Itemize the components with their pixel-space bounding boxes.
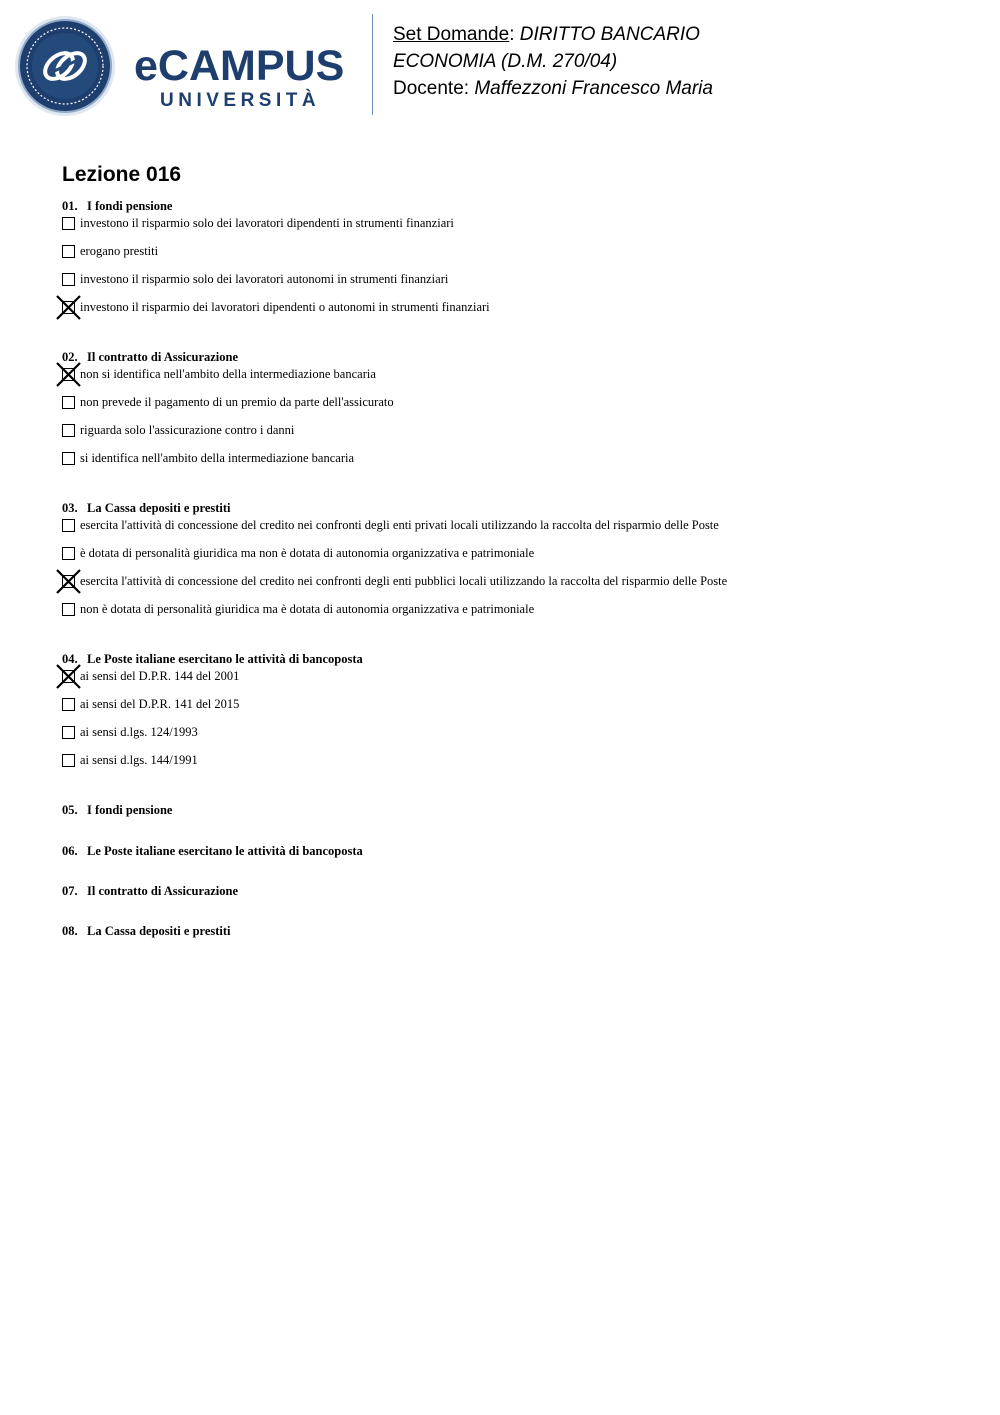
- checkbox[interactable]: [62, 245, 75, 258]
- checkbox[interactable]: [62, 726, 75, 739]
- question-04: [62, 651, 962, 779]
- question-07: [62, 883, 962, 899]
- check-x-icon: [56, 362, 81, 387]
- question-title: [62, 802, 962, 818]
- answer-text: non è dotata di personalità giuridica ma è dotata di autonomia organizzativa e patrimoniale: [80, 602, 535, 616]
- question-title: [62, 349, 962, 365]
- answer-text: erogano prestiti: [80, 244, 159, 258]
- course-line-2: ECONOMIA (D.M. 270/04): [393, 51, 618, 72]
- answer-option[interactable]: [62, 214, 962, 242]
- answer-option[interactable]: [62, 270, 962, 298]
- answer-text: investono il risparmio dei lavoratori dipendenti o autonomi in strumenti finanziari: [80, 300, 490, 314]
- ecampus-seal-logo: [14, 15, 116, 117]
- answer-option[interactable]: [62, 600, 962, 628]
- question-number: 03.: [62, 501, 78, 515]
- answer-text: ai sensi del D.P.R. 144 del 2001: [80, 669, 240, 683]
- checkbox[interactable]: [62, 519, 75, 532]
- answer-option[interactable]: [62, 695, 962, 723]
- checkbox[interactable]: [62, 424, 75, 437]
- question-02: [62, 349, 962, 477]
- answer-option[interactable]: [62, 723, 962, 751]
- question-text: Le Poste italiane esercitano le attività di bancoposta: [87, 652, 363, 666]
- question-title: [62, 883, 962, 899]
- ecampus-wordmark-logo: [134, 40, 356, 112]
- question-05: [62, 802, 962, 818]
- question-08: [62, 923, 962, 939]
- course-line-1: [393, 21, 713, 48]
- lesson-title: Lezione 016: [62, 163, 182, 186]
- question-title: [62, 500, 962, 516]
- question-03: [62, 500, 962, 628]
- question-number: 04.: [62, 652, 78, 666]
- teacher-name: Maffezzoni Francesco Maria: [474, 78, 713, 99]
- set-colon: :: [509, 24, 515, 45]
- check-x-icon: [56, 295, 81, 320]
- checkbox[interactable]: [62, 273, 75, 286]
- question-number: 07.: [62, 884, 78, 898]
- checkbox[interactable]: [62, 754, 75, 767]
- question-number: 01.: [62, 199, 78, 213]
- answer-option[interactable]: [62, 365, 962, 393]
- logo-text: eCAMPUS: [134, 42, 345, 90]
- question-title: [62, 198, 962, 214]
- checkbox[interactable]: [62, 396, 75, 409]
- answer-option[interactable]: [62, 421, 962, 449]
- header-info: [393, 21, 713, 102]
- check-x-icon: [56, 664, 81, 689]
- question-title: [62, 843, 962, 859]
- answer-text: non si identifica nell'ambito della intermediazione bancaria: [80, 367, 376, 381]
- question-text: La Cassa depositi e prestiti: [87, 501, 231, 515]
- answer-text: riguarda solo l'assicurazione contro i danni: [80, 423, 295, 437]
- checkbox[interactable]: [62, 603, 75, 616]
- check-x-icon: [56, 569, 81, 594]
- checkbox[interactable]: [62, 452, 75, 465]
- answer-option[interactable]: [62, 667, 962, 695]
- question-number: 06.: [62, 844, 78, 858]
- answer-text: esercita l'attività di concessione del credito nei confronti degli enti privati locali utilizzando la raccolta del risparmio delle Poste: [80, 518, 719, 532]
- question-number: 08.: [62, 924, 78, 938]
- question-text: Il contratto di Assicurazione: [87, 884, 239, 898]
- answer-option[interactable]: [62, 572, 962, 600]
- answer-text: è dotata di personalità giuridica ma non è dotata di autonomia organizzativa e patrimoniale: [80, 546, 535, 560]
- answer-text: si identifica nell'ambito della intermediazione bancaria: [80, 451, 355, 465]
- answer-text: ai sensi d.lgs. 124/1993: [80, 725, 198, 739]
- answer-text: ai sensi del D.P.R. 141 del 2015: [80, 697, 240, 711]
- answer-text: investono il risparmio solo dei lavoratori autonomi in strumenti finanziari: [80, 272, 449, 286]
- question-number: 02.: [62, 350, 78, 364]
- answer-text: ai sensi d.lgs. 144/1991: [80, 753, 198, 767]
- answer-option[interactable]: [62, 751, 962, 779]
- teacher-label: Docente:: [393, 78, 470, 99]
- answer-text: investono il risparmio solo dei lavoratori dipendenti in strumenti finanziari: [80, 216, 454, 230]
- question-text: I fondi pensione: [87, 803, 173, 817]
- set-label: Set Domande: [393, 24, 510, 45]
- answer-option[interactable]: [62, 393, 962, 421]
- question-text: La Cassa depositi e prestiti: [87, 924, 231, 938]
- question-title: [62, 923, 962, 939]
- header-divider: [372, 14, 373, 115]
- teacher-line: [393, 75, 713, 102]
- checkbox[interactable]: [62, 698, 75, 711]
- checkbox[interactable]: [62, 217, 75, 230]
- answer-option[interactable]: [62, 544, 962, 572]
- question-text: I fondi pensione: [87, 199, 173, 213]
- course-name: DIRITTO BANCARIO: [519, 24, 700, 45]
- question-06: [62, 843, 962, 859]
- checkbox[interactable]: [62, 547, 75, 560]
- question-text: Il contratto di Assicurazione: [87, 350, 239, 364]
- answer-option[interactable]: [62, 449, 962, 477]
- question-01: [62, 198, 962, 326]
- answer-option[interactable]: [62, 242, 962, 270]
- logo-subtext: UNIVERSITÀ: [160, 90, 321, 111]
- answer-text: esercita l'attività di concessione del credito nei confronti degli enti pubblici locali utilizzando la raccolta del risparmio delle Poste: [80, 574, 728, 588]
- question-title: [62, 651, 962, 667]
- answer-option[interactable]: [62, 516, 962, 544]
- answer-option[interactable]: [62, 298, 962, 326]
- question-number: 05.: [62, 803, 78, 817]
- answer-text: non prevede il pagamento di un premio da parte dell'assicurato: [80, 395, 394, 409]
- question-text: Le Poste italiane esercitano le attività di bancoposta: [87, 844, 363, 858]
